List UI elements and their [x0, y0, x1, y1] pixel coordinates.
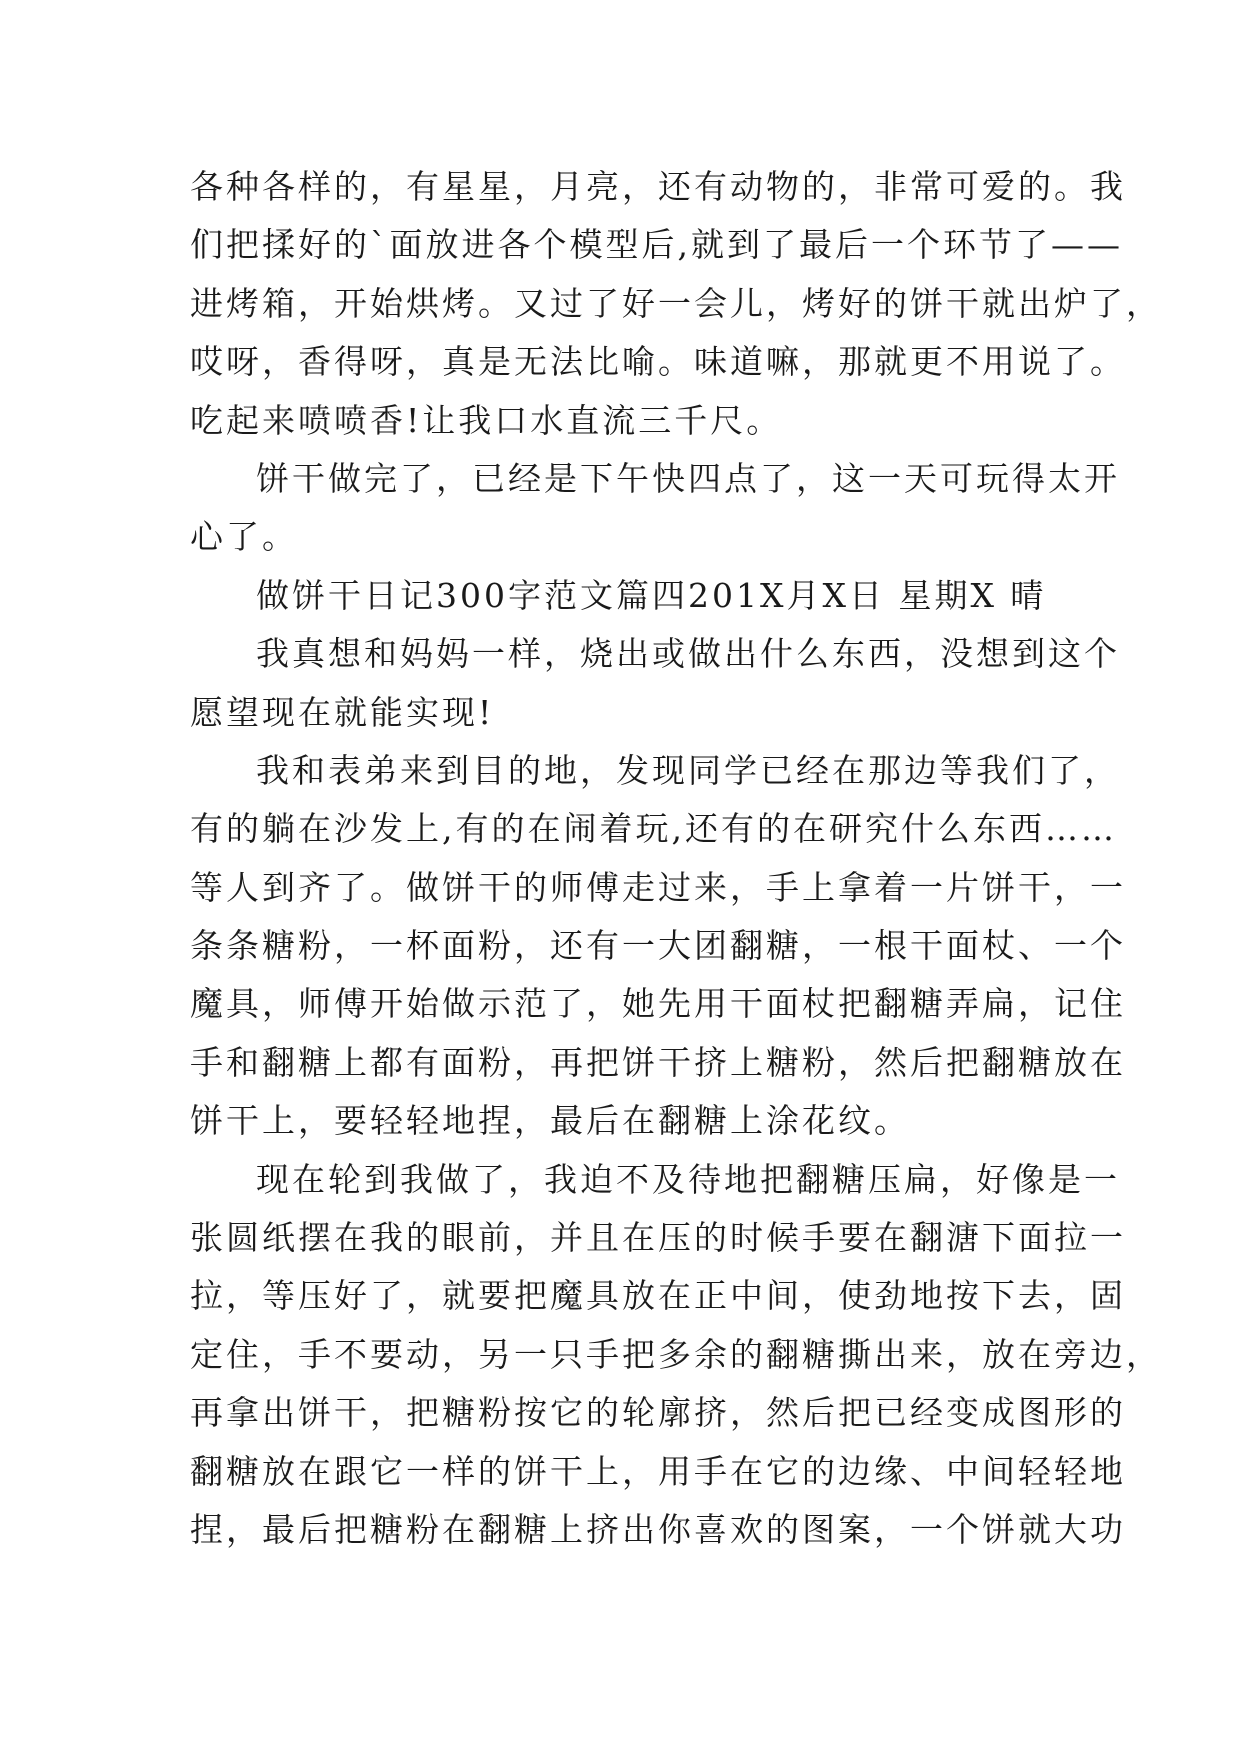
text-line: 拉，等压好了，就要把魔具放在正中间，使劲地按下去，固 [190, 1276, 1126, 1316]
text-line: 翻糖放在跟它一样的饼干上，用手在它的边缘、中间轻轻地 [190, 1451, 1126, 1491]
text-line: 们把揉好的`面放进各个模型后,就到了最后一个环节了—— [190, 225, 1123, 265]
text-line: 进烤箱，开始烘烤。又过了好一会儿，烤好的饼干就出炉了， [190, 283, 1162, 323]
text-line: 手和翻糖上都有面粉，再把饼干挤上糖粉，然后把翻糖放在 [190, 1042, 1126, 1082]
text-line: 张圆纸摆在我的眼前，并且在压的时候手要在翻溏下面拉一 [190, 1218, 1126, 1258]
text-line: 哎呀，香得呀，真是无法比喻。味道嘛，那就更不用说了。 [190, 342, 1126, 382]
text-line: 捏，最后把糖粉在翻糖上挤出你喜欢的图案，一个饼就大功 [190, 1509, 1126, 1549]
text-line: 再拿出饼干，把糖粉按它的轮廓挤，然后把已经变成图形的 [190, 1393, 1126, 1433]
text-line: 我和表弟来到目的地，发现同学已经在那边等我们了， [256, 750, 1120, 790]
text-line: 饼干做完了，已经是下午快四点了，这一天可玩得太开 [256, 458, 1120, 498]
document-body [190, 158, 1162, 1559]
text-line: 魔具，师傅开始做示范了，她先用干面杖把翻糖弄扁，记住 [190, 984, 1126, 1024]
text-line: 有的躺在沙发上,有的在闹着玩,还有的在研究什么东西…… [190, 809, 1117, 849]
text-line: 等人到齐了。做饼干的师傅走过来，手上拿着一片饼干，一 [190, 867, 1126, 907]
text-line: 愿望现在就能实现! [190, 692, 495, 732]
text-line: 我真想和妈妈一样，烧出或做出什么东西，没想到这个 [256, 634, 1120, 674]
text-line: 心了。 [190, 517, 298, 557]
text-line: 吃起来喷喷香!让我口水直流三千尺。 [190, 400, 783, 440]
text-line: 做饼干日记300字范文篇四201X月X日 星期X 晴 [256, 575, 1047, 615]
text-line: 现在轮到我做了，我迫不及待地把翻糖压扁，好像是一 [256, 1159, 1120, 1199]
text-line: 条条糖粉，一杯面粉，还有一大团翻糖，一根干面杖、一个 [190, 926, 1126, 966]
text-line: 各种各样的，有星星，月亮，还有动物的，非常可爱的。我 [190, 167, 1126, 206]
text-line: 定住，手不要动，另一只手把多余的翻糖撕出来，放在旁边， [190, 1334, 1162, 1374]
text-line: 饼干上，要轻轻地捏，最后在翻糖上涂花纹。 [190, 1101, 910, 1141]
